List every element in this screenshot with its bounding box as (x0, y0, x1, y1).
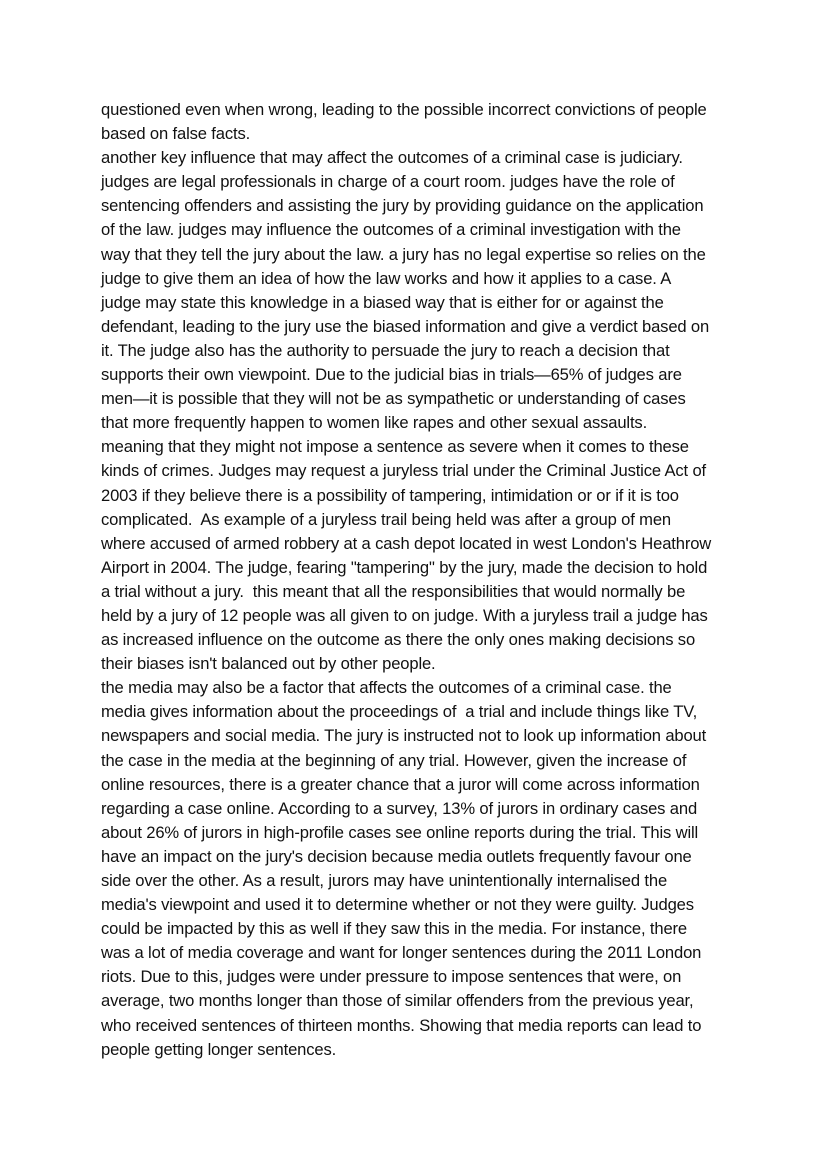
text-line: that more frequently happen to women like rapes and other sexual assaults. (101, 413, 648, 433)
text-line: sentencing offenders and assisting the jury by providing guidance on the application (101, 196, 704, 216)
text-line: their biases isn't balanced out by other people. (101, 654, 436, 674)
text-line: defendant, leading to the jury use the biased information and give a verdict based on (101, 316, 710, 336)
text-line: online resources, there is a greater chance that a juror will come across information (101, 774, 700, 794)
text-line: where accused of armed robbery at a cash depot located in west London's Heathrow (101, 533, 712, 553)
text-line: kinds of crimes. Judges may request a juryless trial under the Criminal Justice Act of (101, 461, 707, 481)
text-line: people getting longer sentences. (101, 1039, 337, 1059)
text-line: was a lot of media coverage and want for longer sentences during the 2011 London (101, 943, 702, 963)
text-line: about 26% of jurors in high-profile cases see online reports during the trial. This will (101, 822, 699, 842)
text-line: judges are legal professionals in charge of a court room. judges have the role of (101, 172, 675, 192)
text-line: complicated. As example of a juryless trail being held was after a group of men (101, 509, 672, 529)
text-line: media's viewpoint and used it to determine whether or not they were guilty. Judges (101, 895, 694, 915)
text-line: men—it is possible that they will not be as sympathetic or understanding of cases (101, 389, 686, 409)
text-line: who received sentences of thirteen months. Showing that media reports can lead to (101, 1015, 702, 1035)
text-line: as increased influence on the outcome as there the only ones making decisions so (101, 630, 696, 650)
text-line: have an impact on the jury's decision because media outlets frequently favour one (101, 846, 692, 866)
text-line: a trial without a jury. this meant that all the responsibilities that would normally be (101, 581, 686, 601)
text-line: Airport in 2004. The judge, fearing "tampering" by the jury, made the decision to hold (101, 557, 708, 577)
text-line: meaning that they might not impose a sentence as severe when it comes to these (101, 437, 689, 457)
text-line: another key influence that may affect the outcomes of a criminal case is judiciary. (101, 148, 683, 168)
text-line: questioned even when wrong, leading to the possible incorrect convictions of people (101, 100, 707, 119)
text-line: of the law. judges may influence the outcomes of a criminal investigation with the (101, 220, 681, 240)
text-line: the case in the media at the beginning of any trial. However, given the increase of (101, 750, 687, 770)
text-line: side over the other. As a result, jurors may have unintentionally internalised the (101, 871, 668, 890)
text-line: regarding a case online. According to a survey, 13% of jurors in ordinary cases and (101, 798, 698, 818)
text-line: it. The judge also has the authority to persuade the jury to reach a decision that (101, 340, 670, 360)
text-line: could be impacted by this as well if they saw this in the media. For instance, there (101, 919, 687, 939)
text-line: supports their own viewpoint. Due to the judicial bias in trials—65% of judges are (101, 365, 682, 385)
text-line: media gives information about the proceedings of a trial and include things like TV, (101, 702, 698, 722)
text-line: held by a jury of 12 people was all given to on judge. With a juryless trail a judge has (101, 605, 708, 625)
text-line: judge to give them an idea of how the law works and how it applies to a case. A (101, 268, 672, 288)
text-line: way that they tell the jury about the law. a jury has no legal expertise so relies on the (101, 244, 706, 264)
text-line: the media may also be a factor that affects the outcomes of a criminal case. the (101, 678, 672, 698)
text-line: 2003 if they believe there is a possibility of tampering, intimidation or or if it is too (101, 485, 679, 505)
text-line: judge may state this knowledge in a biased way that is either for or against the (101, 292, 664, 312)
text-line: average, two months longer than those of similar offenders from the previous year, (101, 991, 694, 1011)
text-line: newspapers and social media. The jury is instructed not to look up information about (101, 726, 707, 746)
document-body-text (101, 98, 731, 1062)
text-line: riots. Due to this, judges were under pressure to impose sentences that were, on (101, 967, 682, 987)
text-line: based on false facts. (101, 124, 251, 144)
